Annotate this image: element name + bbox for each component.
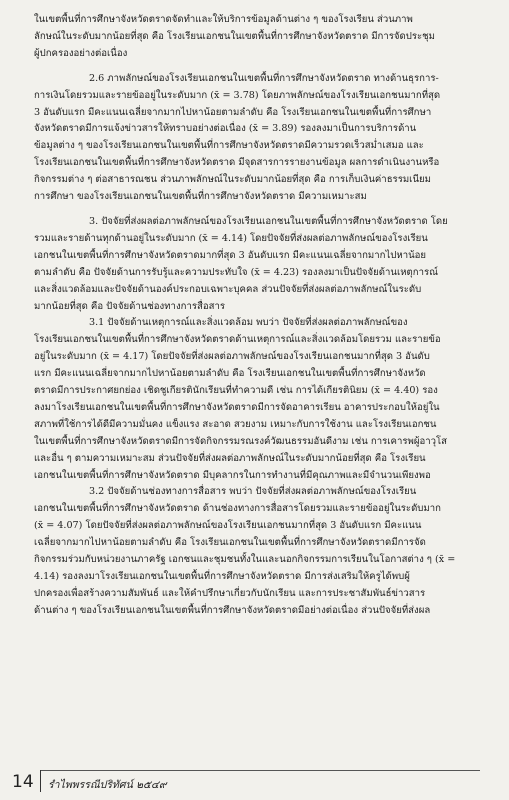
text-line: โรงเรียนเอกชนในเขตพื้นที่การศึกษาจังหวัดตราดด้านเหตุการณ์และสิ่งแวดล้อมโดยรวม และรายข้อ [34, 334, 441, 346]
text-line: ด้านต่าง ๆ ของโรงเรียนเอกชนในเขตพื้นที่การศึกษาจังหวัดตราดมีอย่างต่อเนื่อง ส่วนปัจจัยที่ส่งผล [34, 604, 431, 616]
text-line: ลักษณ์ในระดับมากน้อยที่สุด คือ โรงเรียนเอกชนในเขตพื้นที่การศึกษาจังหวัดตราด มีการจัดประชุม [34, 30, 435, 42]
text-line: 3. ปัจจัยที่ส่งผลต่อภาพลักษณ์ของโรงเรียนเอกชนในเขตพื้นที่การศึกษาจังหวัดตราด โดย [89, 215, 448, 227]
footer-vertical-divider [40, 770, 41, 792]
text-line: 3.1 ปัจจัยด้านเหตุการณ์และสิ่งแวดล้อม พบว่า ปัจจัยที่ส่งผลต่อภาพลักษณ์ของ [89, 317, 408, 329]
page-body [34, 12, 482, 764]
paragraph-p3 [34, 214, 482, 315]
page-number: 14 [12, 772, 34, 792]
text-line: (x̄ = 4.07) โดยปัจจัยที่ส่งผลต่อภาพลักษณ์ของโรงเรียนเอกชนมากที่สุด 3 อันดับแรก มีคะแนน [34, 520, 422, 532]
text-line: เอกชนในเขตพื้นที่การศึกษาจังหวัดตราด มีบุคลากรในการทำงานที่มีคุณภาพและมีจำนวนเพียงพอ [34, 469, 431, 481]
text-line: การศึกษา ของโรงเรียนเอกชนในเขตพื้นที่การศึกษาจังหวัดตราด มีความเหมาะสม [34, 191, 367, 203]
text-line: โรงเรียนเอกชนในเขตพื้นที่การศึกษาจังหวัดตราด มีจุดสารการรายงานข้อมูล ผลการดำเนินงานหรือ [34, 157, 440, 169]
footer-divider [40, 770, 480, 771]
text-line: กิจกรรมร่วมกับหน่วยงานภาครัฐ เอกชนและชุมชนทั้งในและนอกกิจกรรมการเรียนในโอกาสต่าง ๆ (x̄ = [34, 554, 456, 566]
paragraph-p5 [34, 484, 482, 619]
text-line: ในเขตพื้นที่การศึกษาจังหวัดตราดมีการจัดกิจกรรมรณรงค์วัฒนธรรมอันดีงาม เช่น การเคารพผู้อาวุโส [34, 435, 447, 447]
paragraph-p4 [34, 315, 482, 484]
text-line: 3 อันดับแรก มีคะแนนเฉลี่ยจากมากไปหาน้อยตามลำดับ คือ โรงเรียนเอกชนในเขตพื้นที่การศึกษา [34, 106, 432, 118]
paragraph-gap [34, 206, 482, 214]
text-line: เอกชนในเขตพื้นที่การศึกษาจังหวัดตราด ด้านช่องทางการสื่อสารโดยรวมและรายข้ออยู่ในระดับมาก [34, 503, 441, 515]
text-line: 4.14) รองลงมาโรงเรียนเอกชนในเขตพื้นที่การศึกษาจังหวัดตราด มีการส่งเสริมให้ครูได้พบผู้ [34, 571, 410, 582]
text-line: สภาพที่ใช้การได้ดีมีความมั่นคง แข็งแรง สะอาด สวยงาม เหมาะกับการใช้งาน และโรงเรียนเอกชน [34, 418, 437, 430]
text-line: จังหวัดตราดมีการแจ้งข่าวสารให้ทราบอย่างต่อเนื่อง (x̄ = 3.89) รองลงมาเป็นการบริการด้าน [34, 123, 417, 135]
text-line: แรก มีคะแนนเฉลี่ยจากมากไปหาน้อยตามลำดับ คือ โรงเรียนเอกชนในเขตพื้นที่การศึกษาจังหวัด [34, 368, 426, 380]
text-line: เฉลี่ยจากมากไปหาน้อยตามลำดับ คือ โรงเรียนเอกชนในเขตพื้นที่การศึกษาจังหวัดตราดมีการจัด [34, 537, 426, 549]
text-line: ลงมาโรงเรียนเอกชนในเขตพื้นที่การศึกษาจังหวัดตราดมีการจัดอาคารเรียน อาคารประกอบให้อยู่ใน [34, 401, 440, 413]
text-line: อยู่ในระดับมาก (x̄ = 4.17) โดยปัจจัยที่ส่งผลต่อภาพลักษณ์ของโรงเรียนเอกชนมากที่สุด 3 อันดับ [34, 351, 430, 363]
text-line: และสิ่งแวดล้อมและปัจจัยด้านองค์ประกอบเฉพาะบุคคล ส่วนปัจจัยที่ส่งผลต่อภาพลักษณ์ในระดับ [34, 283, 422, 295]
paragraph-gap [34, 63, 482, 71]
text-line: 3.2 ปัจจัยด้านช่องทางการสื่อสาร พบว่า ปัจจัยที่ส่งผลต่อภาพลักษณ์ของโรงเรียน [89, 486, 417, 498]
text-line: รวมและรายด้านทุกด้านอยู่ในระดับมาก (x̄ = 4.14) โดยปัจจัยที่ส่งผลต่อภาพลักษณ์ของโรงเรียน [34, 232, 428, 244]
body-text [34, 12, 482, 620]
paragraph-p1 [34, 12, 482, 63]
text-line: 2.6 ภาพลักษณ์ของโรงเรียนเอกชนในเขตพื้นที่การศึกษาจังหวัดตราด ทางด้านธุรการ- [89, 72, 439, 84]
text-line: การเงินโดยรวมและรายข้ออยู่ในระดับมาก (x̄ = 3.78) โดยภาพลักษณ์ของโรงเรียนเอกชนมากที่สุด [34, 89, 441, 101]
text-line: ข้อมูลต่าง ๆ ของโรงเรียนเอกชนในเขตพื้นที่การศึกษาจังหวัดตราดมีความรวดเร็วสม่ำเสมอ และ [34, 140, 424, 152]
text-line: ตราดมีการประกาศยกย่อง เชิดชูเกียรตินักเรียนที่ทำความดี เช่น การได้เกียรตินิยม (x̄ = 4.40) รอง [34, 385, 438, 397]
text-line: ในเขตพื้นที่การศึกษาจังหวัดตราดจัดทำและให้บริการข้อมูลด้านต่าง ๆ ของโรงเรียน ส่วนภาพ [34, 14, 413, 25]
journal-name: รำไพพรรณีปริทัศน์ ๒๕๔๙ [48, 779, 167, 791]
text-line: ผู้ปกครองอย่างต่อเนื่อง [34, 47, 128, 59]
paragraph-p2 [34, 71, 482, 206]
text-line: มากน้อยที่สุด คือ ปัจจัยด้านช่องทางการสื่อสาร [34, 300, 225, 312]
text-line: ตามลำดับ คือ ปัจจัยด้านการรับรู้และความประทับใจ (x̄ = 4.23) รองลงมาเป็นปัจจัยด้านเหตุการณ์ [34, 266, 439, 278]
text-line: ปกครองเพื่อสร้างความสัมพันธ์ และให้คำปรึกษาเกี่ยวกับนักเรียน และการประชาสัมพันธ์ข่าวสาร [34, 587, 426, 599]
text-line: เอกชนในเขตพื้นที่การศึกษาจังหวัดตราดมากที่สุด 3 อันดับแรก มีคะแนนเฉลี่ยจากมากไปหาน้อย [34, 249, 427, 261]
text-line: และอื่น ๆ ตามความเหมาะสม ส่วนปัจจัยที่ส่งผลต่อภาพลักษณ์ในระดับมากน้อยที่สุด คือ โรงเรียน [34, 452, 426, 464]
text-line: กิจกรรมต่าง ๆ ต่อสาธารณชน ส่วนภาพลักษณ์ในระดับมากน้อยที่สุด คือ การเก็บเงินค่าธรรมเนียม [34, 174, 431, 186]
